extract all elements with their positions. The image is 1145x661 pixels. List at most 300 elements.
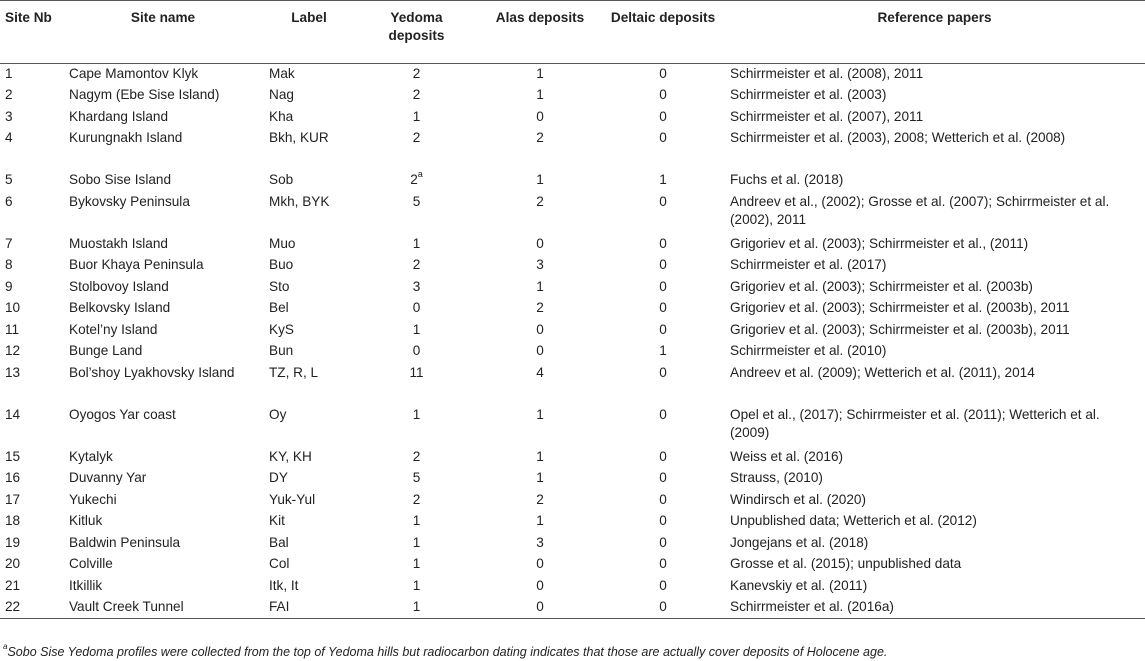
cell-alas <box>478 298 602 320</box>
cell-references-text: Grosse et al. (2015); unpublished data <box>730 556 962 571</box>
cell-deltaic-text: 0 <box>659 599 667 614</box>
cell-site-nb-text: 2 <box>5 87 13 102</box>
cell-deltaic <box>602 298 724 320</box>
cell-alas-text: 0 <box>536 321 544 337</box>
cell-references-text: Grigoriev et al. (2003); Schirrmeister et al. (2003b), 2011 <box>730 300 1070 315</box>
cell-deltaic <box>602 192 724 234</box>
cell-alas-text: 1 <box>536 448 544 464</box>
footnote-marker: a <box>3 641 8 651</box>
table-row <box>0 107 1145 129</box>
header-label: Label <box>263 1 355 64</box>
cell-yedoma <box>355 447 478 469</box>
cell-deltaic <box>602 447 724 469</box>
cell-alas <box>478 128 602 170</box>
cell-site-name <box>63 107 263 129</box>
cell-site-nb-text: 21 <box>5 577 21 593</box>
cell-site-name <box>63 363 263 405</box>
cell-label <box>263 490 355 512</box>
cell-references <box>724 405 1145 447</box>
cell-label <box>263 363 355 405</box>
cell-label-text: KyS <box>269 321 294 337</box>
cell-deltaic <box>602 341 724 363</box>
cell-site-nb-text: 18 <box>5 513 21 528</box>
cell-label <box>263 405 355 447</box>
cell-yedoma-text: 3 <box>412 278 421 294</box>
table-row <box>0 576 1145 598</box>
cell-label-text: Kit <box>269 513 285 528</box>
cell-label <box>263 64 355 86</box>
cell-yedoma <box>355 490 478 512</box>
cell-deltaic <box>602 405 724 447</box>
cell-site-nb <box>0 533 63 555</box>
cell-references <box>724 533 1145 555</box>
cell-references-text: Schirrmeister et al. (2007), 2011 <box>730 108 924 124</box>
cell-site-name-text: Sobo Sise Island <box>69 172 172 187</box>
cell-label-text: Yuk-Yul <box>269 491 316 507</box>
cell-yedoma-text: 2 <box>412 448 421 464</box>
cell-references <box>724 64 1145 86</box>
table-row <box>0 128 1145 170</box>
cell-alas <box>478 533 602 555</box>
cell-site-name <box>63 255 263 277</box>
cell-site-nb <box>0 490 63 512</box>
cell-site-nb-text: 11 <box>5 321 20 337</box>
cell-site-nb-text: 7 <box>5 235 13 251</box>
cell-deltaic-text: 0 <box>659 321 667 337</box>
cell-references <box>724 363 1145 405</box>
cell-site-name <box>63 597 263 619</box>
cell-references <box>724 320 1145 342</box>
cell-deltaic <box>602 64 724 86</box>
cell-yedoma-text: 1 <box>412 556 421 571</box>
cell-yedoma <box>355 128 478 170</box>
cell-label <box>263 255 355 277</box>
cell-yedoma-text: 1 <box>412 108 421 124</box>
cell-label <box>263 277 355 299</box>
cell-references <box>724 107 1145 129</box>
cell-site-name-text: Oyogos Yar coast <box>69 406 176 422</box>
cell-site-name <box>63 85 263 107</box>
cell-site-nb <box>0 234 63 256</box>
cell-label <box>263 128 355 170</box>
table-row <box>0 511 1145 533</box>
cell-deltaic-text: 0 <box>659 448 667 464</box>
cell-alas-text: 1 <box>536 406 544 422</box>
cell-yedoma <box>355 511 478 533</box>
table-row <box>0 405 1145 447</box>
cell-label-text: Sto <box>269 278 290 294</box>
cell-site-name-text: Kytalyk <box>69 448 113 464</box>
cell-label <box>263 170 355 192</box>
cell-deltaic-text: 0 <box>659 364 667 380</box>
cell-site-nb-text: 9 <box>5 278 13 294</box>
cell-alas-text: 2 <box>536 491 544 507</box>
cell-references <box>724 576 1145 598</box>
cell-label <box>263 298 355 320</box>
cell-deltaic-text: 0 <box>659 87 667 102</box>
cell-deltaic <box>602 320 724 342</box>
cell-references <box>724 341 1145 363</box>
cell-alas <box>478 576 602 598</box>
cell-deltaic-text: 0 <box>659 278 667 294</box>
cell-deltaic-text: 1 <box>659 343 667 358</box>
cell-alas <box>478 320 602 342</box>
cell-references-text: Schirrmeister et al. (2017) <box>730 257 887 272</box>
table-row <box>0 298 1145 320</box>
cell-deltaic <box>602 490 724 512</box>
header-yedoma: Yedoma deposits <box>355 1 478 64</box>
cell-references-text: Andreev et al., (2002); Grosse et al. (2007); Schirrmeister et al. (2002), 2011 <box>730 193 1110 227</box>
cell-references-text: Weiss et al. (2016) <box>730 448 844 464</box>
cell-label <box>263 554 355 576</box>
cell-site-name <box>63 576 263 598</box>
table-row <box>0 490 1145 512</box>
cell-deltaic-text: 0 <box>659 470 667 485</box>
cell-site-name <box>63 341 263 363</box>
cell-alas <box>478 107 602 129</box>
cell-deltaic <box>602 255 724 277</box>
cell-deltaic-text: 0 <box>659 235 667 251</box>
cell-site-nb <box>0 298 63 320</box>
cell-label <box>263 511 355 533</box>
footnote-ref: a <box>417 169 423 180</box>
cell-site-nb-text: 19 <box>5 534 21 550</box>
cell-site-nb <box>0 597 63 619</box>
cell-yedoma <box>355 298 478 320</box>
cell-site-nb <box>0 192 63 234</box>
cell-yedoma-text: 1 <box>412 235 421 251</box>
cell-yedoma-text: 1 <box>412 599 421 614</box>
cell-alas-text: 0 <box>536 577 544 593</box>
cell-references <box>724 192 1145 234</box>
cell-yedoma <box>355 341 478 363</box>
cell-deltaic-text: 0 <box>659 556 667 571</box>
cell-alas <box>478 255 602 277</box>
cell-site-name <box>63 170 263 192</box>
cell-label <box>263 468 355 490</box>
cell-site-name <box>63 64 263 86</box>
cell-site-name <box>63 320 263 342</box>
cell-site-name-text: Belkovsky Island <box>69 300 171 315</box>
cell-deltaic <box>602 597 724 619</box>
cell-yedoma <box>355 107 478 129</box>
cell-references-text: Windirsch et al. (2020) <box>730 491 866 507</box>
cell-alas-text: 2 <box>536 300 544 315</box>
cell-site-nb-text: 20 <box>5 556 21 571</box>
cell-label-text: Bal <box>269 534 289 550</box>
table-row <box>0 597 1145 619</box>
cell-label-text: Buo <box>269 257 294 272</box>
cell-yedoma <box>355 320 478 342</box>
cell-label-text: Muo <box>269 235 296 251</box>
header-row <box>0 1 1145 64</box>
cell-yedoma <box>355 85 478 107</box>
cell-site-nb <box>0 255 63 277</box>
cell-references <box>724 255 1145 277</box>
cell-site-nb <box>0 468 63 490</box>
cell-deltaic <box>602 277 724 299</box>
cell-yedoma-text: 2 <box>412 66 421 81</box>
cell-yedoma-text: 0 <box>412 343 421 358</box>
cell-references-text: Schirrmeister et al. (2016a) <box>730 599 894 614</box>
cell-site-name-text: Kurungnakh Island <box>69 130 183 145</box>
cell-site-nb-text: 4 <box>5 130 13 145</box>
cell-alas-text: 0 <box>536 599 544 614</box>
cell-site-name <box>63 447 263 469</box>
cell-label-text: Kha <box>269 108 294 124</box>
cell-label-text: Bun <box>269 343 294 358</box>
cell-deltaic <box>602 533 724 555</box>
cell-site-nb-text: 14 <box>5 406 21 422</box>
cell-site-name <box>63 298 263 320</box>
cell-yedoma <box>355 533 478 555</box>
cell-site-name-text: Itkillik <box>69 577 103 593</box>
cell-site-nb-text: 3 <box>5 108 13 124</box>
cell-site-nb <box>0 107 63 129</box>
cell-yedoma <box>355 468 478 490</box>
cell-site-name-text: Stolbovoy Island <box>69 278 169 294</box>
cell-yedoma-text: 2 <box>412 87 421 102</box>
cell-yedoma <box>355 234 478 256</box>
cell-references-text: Unpublished data; Wetterich et al. (2012) <box>730 513 977 528</box>
cell-deltaic <box>602 85 724 107</box>
cell-yedoma-text: 2 <box>410 172 418 187</box>
cell-label-text: Oy <box>269 406 287 422</box>
cell-alas-text: 0 <box>536 556 544 571</box>
cell-alas <box>478 447 602 469</box>
header-site-nb: Site Nb <box>0 1 63 64</box>
cell-label <box>263 234 355 256</box>
table-row <box>0 533 1145 555</box>
table-row <box>0 320 1145 342</box>
cell-alas-text: 1 <box>536 513 544 528</box>
cell-site-nb-text: 1 <box>5 66 13 81</box>
cell-site-nb-text: 22 <box>5 599 21 614</box>
cell-label <box>263 576 355 598</box>
header-deltaic: Deltaic deposits <box>602 1 724 64</box>
cell-deltaic-text: 1 <box>659 172 667 187</box>
cell-alas <box>478 554 602 576</box>
cell-alas-text: 1 <box>536 66 544 81</box>
cell-alas <box>478 341 602 363</box>
cell-site-name-text: Kitluk <box>69 513 103 528</box>
cell-site-name-text: Khardang Island <box>69 108 169 124</box>
cell-references-text: Schirrmeister et al. (2003), 2008; Wetterich et al. (2008) <box>730 130 1066 145</box>
cell-site-name-text: Bykovsky Peninsula <box>69 193 190 209</box>
cell-alas-text: 2 <box>536 130 544 145</box>
cell-alas-text: 1 <box>536 470 544 485</box>
cell-site-nb-text: 17 <box>5 491 21 507</box>
cell-alas <box>478 170 602 192</box>
cell-alas <box>478 405 602 447</box>
cell-references-text: Jongejans et al. (2018) <box>730 534 869 550</box>
cell-site-name <box>63 128 263 170</box>
cell-site-name-text: Kotel’ny Island <box>69 321 158 337</box>
cell-site-nb-text: 15 <box>5 448 21 464</box>
cell-yedoma-text: 0 <box>412 300 421 315</box>
cell-references-text: Schirrmeister et al. (2010) <box>730 343 887 358</box>
cell-references-text: Strauss, (2010) <box>730 470 823 485</box>
cell-yedoma-text: 1 <box>412 321 421 337</box>
cell-references-text: Schirrmeister et al. (2003) <box>730 87 887 102</box>
cell-alas <box>478 64 602 86</box>
table-row <box>0 255 1145 277</box>
cell-deltaic-text: 0 <box>659 130 667 145</box>
cell-site-nb <box>0 447 63 469</box>
table-row <box>0 192 1145 234</box>
cell-site-nb-text: 6 <box>5 193 13 209</box>
cell-site-nb <box>0 85 63 107</box>
cell-site-name-text: Muostakh Island <box>69 235 168 251</box>
table-row <box>0 277 1145 299</box>
cell-references-text: Grigoriev et al. (2003); Schirrmeister et al. (2003b), 2011 <box>730 321 1070 337</box>
cell-yedoma-text: 5 <box>412 193 421 209</box>
table-row <box>0 64 1145 86</box>
cell-site-name-text: Baldwin Peninsula <box>69 534 181 550</box>
cell-site-nb <box>0 170 63 192</box>
cell-label-text: DY <box>269 470 288 485</box>
cell-site-name-text: Nagym (Ebe Sise Island) <box>69 87 220 102</box>
cell-deltaic <box>602 128 724 170</box>
cell-site-nb <box>0 576 63 598</box>
cell-references <box>724 447 1145 469</box>
cell-deltaic-text: 0 <box>659 534 667 550</box>
cell-deltaic <box>602 468 724 490</box>
footnote-text: Sobo Sise Yedoma profiles were collected from the top of Yedoma hills but radiocarbon dating indicates that those are actually cover deposits of Holocene age. <box>7 645 888 659</box>
table-footnote <box>3 641 888 659</box>
cell-deltaic-text: 0 <box>659 491 667 507</box>
cell-alas <box>478 234 602 256</box>
cell-label <box>263 447 355 469</box>
cell-yedoma-text: 1 <box>412 513 421 528</box>
header-references: Reference papers <box>724 1 1145 64</box>
cell-yedoma-text: 1 <box>412 406 421 422</box>
cell-label <box>263 192 355 234</box>
cell-label-text: Sob <box>269 172 294 187</box>
cell-references <box>724 298 1145 320</box>
cell-site-nb <box>0 363 63 405</box>
cell-references-text: Schirrmeister et al. (2008), 2011 <box>730 66 924 81</box>
cell-references <box>724 554 1145 576</box>
cell-site-name <box>63 192 263 234</box>
cell-deltaic-text: 0 <box>659 577 667 593</box>
cell-label <box>263 85 355 107</box>
cell-deltaic-text: 0 <box>659 66 667 81</box>
cell-label-text: FAI <box>269 599 290 614</box>
cell-site-name-text: Colville <box>69 556 113 571</box>
header-site-name: Site name <box>63 1 263 64</box>
cell-site-name-text: Bunge Land <box>69 343 143 358</box>
cell-references-text: Opel et al., (2017); Schirrmeister et al. (2011); Wetterich et al. (2009) <box>730 406 1100 440</box>
cell-yedoma <box>355 64 478 86</box>
table-row <box>0 341 1145 363</box>
cell-alas <box>478 277 602 299</box>
cell-site-name <box>63 277 263 299</box>
cell-alas-text: 3 <box>536 257 544 272</box>
cell-site-nb-text: 12 <box>5 343 21 358</box>
cell-deltaic-text: 0 <box>659 513 667 528</box>
table-row <box>0 234 1145 256</box>
cell-references <box>724 468 1145 490</box>
cell-yedoma <box>355 405 478 447</box>
cell-site-nb-text: 8 <box>5 257 13 272</box>
cell-alas <box>478 363 602 405</box>
cell-deltaic-text: 0 <box>659 406 667 422</box>
cell-label-text: Mkh, BYK <box>269 193 330 209</box>
cell-site-nb <box>0 405 63 447</box>
cell-yedoma <box>355 554 478 576</box>
cell-references-text: Grigoriev et al. (2003); Schirrmeister et al. (2003b) <box>730 278 1033 294</box>
cell-references <box>724 85 1145 107</box>
cell-label-text: Mak <box>269 66 295 81</box>
cell-deltaic <box>602 170 724 192</box>
cell-deltaic <box>602 234 724 256</box>
cell-site-nb <box>0 128 63 170</box>
cell-site-nb-text: 5 <box>5 172 13 187</box>
cell-site-name-text: Vault Creek Tunnel <box>69 599 184 614</box>
cell-alas-text: 0 <box>536 235 544 251</box>
cell-label <box>263 597 355 619</box>
cell-alas <box>478 597 602 619</box>
cell-label-text: Col <box>269 556 290 571</box>
cell-yedoma <box>355 363 478 405</box>
table-row <box>0 85 1145 107</box>
cell-alas-text: 3 <box>536 534 544 550</box>
cell-alas <box>478 192 602 234</box>
cell-references <box>724 511 1145 533</box>
cell-site-name-text: Duvanny Yar <box>69 470 147 485</box>
cell-deltaic <box>602 576 724 598</box>
cell-site-nb <box>0 341 63 363</box>
cell-references-text: Kanevskiy et al. (2011) <box>730 577 868 593</box>
cell-site-name <box>63 490 263 512</box>
cell-label <box>263 533 355 555</box>
cell-yedoma-text: 1 <box>412 534 421 550</box>
cell-site-name <box>63 405 263 447</box>
table-row <box>0 554 1145 576</box>
cell-alas-text: 1 <box>536 278 544 294</box>
cell-site-nb <box>0 277 63 299</box>
cell-references <box>724 170 1145 192</box>
cell-yedoma-text: 2 <box>412 130 421 145</box>
cell-yedoma <box>355 192 478 234</box>
cell-label-text: Bkh, KUR <box>269 130 329 145</box>
cell-references <box>724 490 1145 512</box>
cell-site-name <box>63 511 263 533</box>
table-row <box>0 170 1145 192</box>
cell-site-name <box>63 554 263 576</box>
cell-alas-text: 2 <box>536 193 544 209</box>
cell-alas <box>478 85 602 107</box>
cell-alas-text: 1 <box>536 172 544 187</box>
cell-yedoma-text: 1 <box>412 577 421 593</box>
cell-alas-text: 0 <box>536 343 544 358</box>
cell-alas-text: 4 <box>536 364 544 380</box>
cell-label <box>263 341 355 363</box>
cell-references-text: Grigoriev et al. (2003); Schirrmeister et al., (2011) <box>730 235 1029 251</box>
cell-deltaic <box>602 363 724 405</box>
cell-yedoma-text: 5 <box>412 470 421 485</box>
cell-site-name-text: Cape Mamontov Klyk <box>69 66 199 81</box>
cell-alas-text: 0 <box>536 108 544 124</box>
cell-alas <box>478 490 602 512</box>
cell-yedoma <box>355 277 478 299</box>
cell-site-name-text: Yukechi <box>69 491 117 507</box>
cell-site-nb <box>0 511 63 533</box>
cell-site-name <box>63 468 263 490</box>
cell-site-nb <box>0 320 63 342</box>
cell-yedoma-text: 11 <box>409 364 424 380</box>
